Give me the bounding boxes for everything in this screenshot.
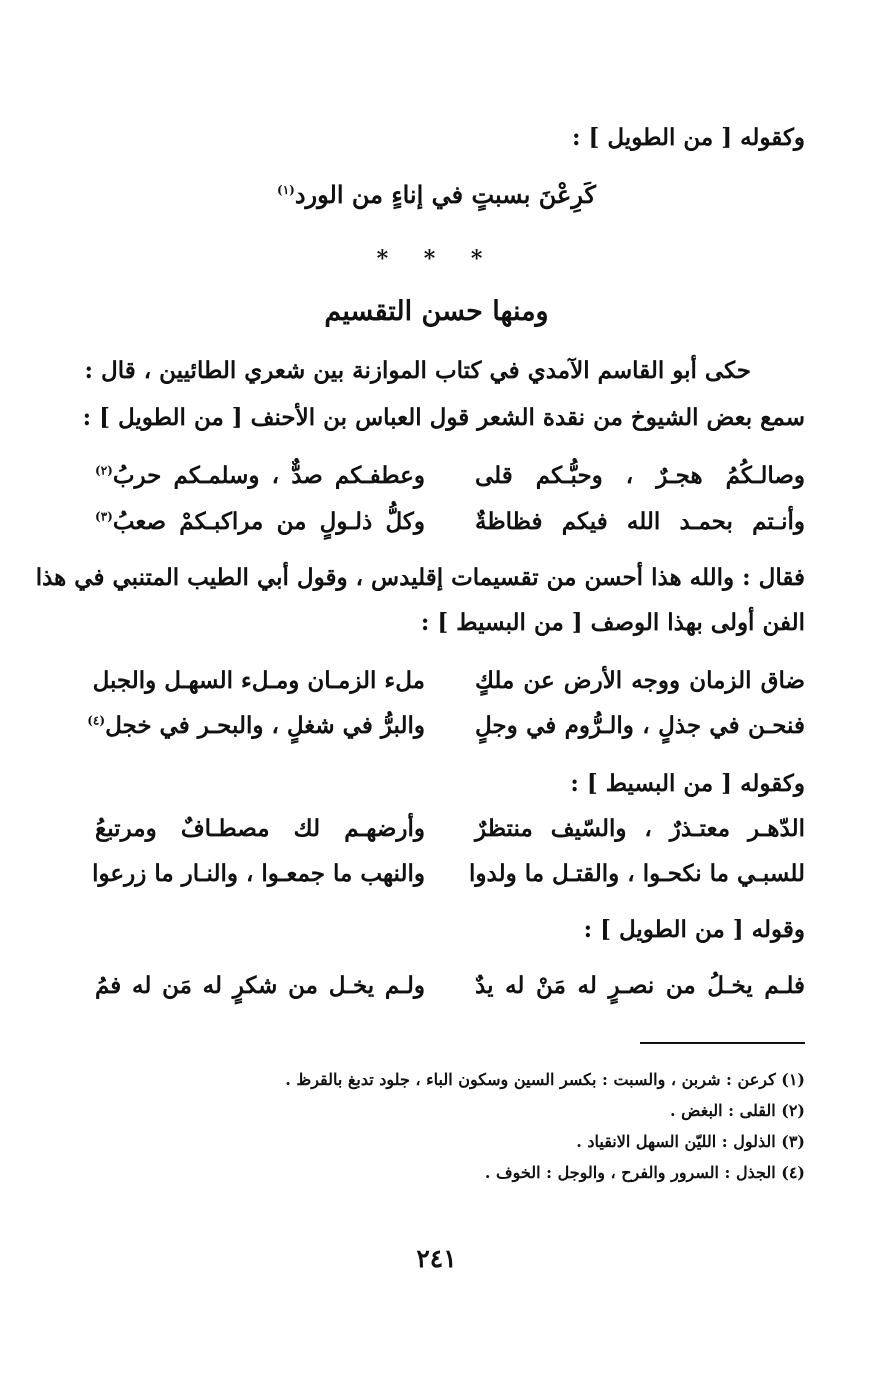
footnote-4: (٤) الجذل : السرور والفرح ، والوجل : الخوف . [484,1163,805,1182]
single-verse [0,180,873,209]
paragraph1-line1: حكى أبو القاسم الآمدي في كتاب الموازنة بين شعري الطائيين ، قال : [84,357,751,384]
verse-text: كَرِعْنَ بسبتٍ في إناءٍ من الورد [294,180,596,209]
poem4-line1-second-hemistich: ولـم يخـل من شكرٍ له مَن له فمُ [95,972,425,999]
poem3-line1-second-hemistich: وأرضهـم لك مصطـافٌ ومرتبعُ [95,815,425,842]
poem1-line2-second-hemistich: وكلُّ ذلـولٍ من مراكبـكمْ صعبُ$^{(٣)}$ [95,508,425,535]
section-separator: * * * [376,246,497,272]
poem1-line1-first-hemistich: وصالـكُمُ هجـرٌ ، وحبُّـكم قلى [475,462,805,489]
footnote-ref-1: (١) [277,183,295,197]
footnote-2: (٢) القلى : البغض . [669,1101,805,1120]
poem2-line2-first-hemistich: فنحـن في جذلٍ ، والـرُّوم في وجلٍ [475,712,805,739]
paragraph1-line2: سمع بعض الشيوخ من نقدة الشعر قول العباس بن الأحنف [ من الطويل ] : [82,404,805,431]
poem2-line2-second-hemistich: والبرُّ في شغلٍ ، والبحـر في خجل$^{(٤)}$ [87,712,425,739]
paragraph2-line2: الفن أولى بهذا الوصف [ من البسيط ] : [420,609,805,636]
footnote-ref-3: (٣) [95,509,113,524]
poem1-line1-second-hemistich: وعطفـكم صدٌّ ، وسلمـكم حربُ$^{(٢)}$ [95,462,425,489]
poem4-line1-first-hemistich: فلـم يخـلُ من نصـرٍ له مَنْ له يدٌ [475,972,805,999]
section-heading: ومنها حسن التقسيم [324,296,549,327]
intro-line: وكقوله [ من الطويل ] : [572,124,805,151]
poem2-line1-first-hemistich: ضاق الزمان ووجه الأرض عن ملكٍ [475,667,805,694]
intro-line-3: وقوله [ من الطويل ] : [583,916,805,943]
poem3-line1-first-hemistich: الدّهـر معتـذرٌ ، والسّيف منتظرٌ [475,815,805,842]
intro-line-2: وكقوله [ من البسيط ] : [570,770,805,797]
footnote-ref-2: (٢) [95,463,113,478]
footnote-ref-4: (٤) [87,713,106,728]
poem2-line1-second-hemistich: ملء الزمـان ومـلء السهـل والجبل [92,667,425,694]
footnote-3: (٣) الذلول : الليّن السهل الانقياد . [576,1132,805,1151]
poem3-line2-second-hemistich: والنهب ما جمعـوا ، والنـار ما زرعوا [92,860,425,887]
page-number: ٢٤١ [416,1244,457,1273]
poem3-line2-first-hemistich: للسبـي ما نكحـوا ، والقتـل ما ولدوا [469,860,805,887]
footnote-divider [640,1042,805,1044]
footnote-1: (١) كرعن : شربن ، والسبت : بكسر السين وسكون الباء ، جلود تدبغ بالقرظ . [285,1070,805,1089]
poem1-line2-first-hemistich: وأنـتم بحمـد الله فيكم فظاظةٌ [475,508,805,535]
paragraph2-line1: فقال : والله هذا أحسن من تقسيمات إقليدس ، وقول أبي الطيب المتنبي في هذا [35,564,805,591]
